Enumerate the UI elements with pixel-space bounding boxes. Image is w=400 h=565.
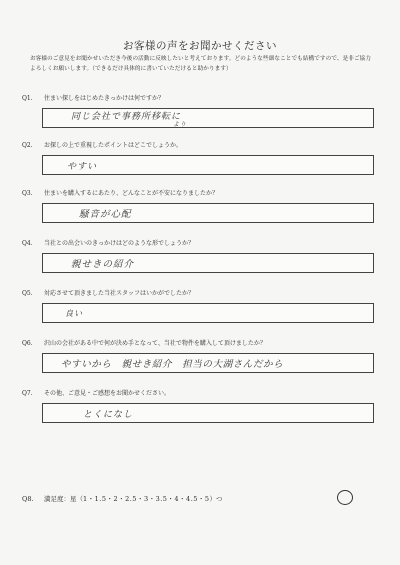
handwritten-answer: やすいから 親せき紹介 担当の大湖さんだから [61,359,284,370]
question-text: 当社との出会いのきっかけはどのような形でしょうか？ [44,240,195,247]
question-number: Q7. [22,390,33,397]
answer-box-1[interactable] [42,108,374,128]
handwritten-answer: 騒音が心配 [79,209,132,220]
rating-close: ）つ [209,495,223,503]
question-number: Q5. [22,290,33,297]
question-text: その他、ご意見・ご感想をお聞かせください。 [44,390,171,397]
question-text: 沢山の会社がある中で何が決め手となって、当社で物件を購入して頂けましたか？ [44,340,266,347]
question-number: Q6. [22,340,33,347]
handwritten-answer-continued: より [173,121,188,128]
question-5 [22,290,382,318]
question-number: Q1. [22,95,33,102]
answer-box-6[interactable] [42,353,374,373]
question-number: Q3. [22,190,33,197]
question-2 [22,142,382,172]
intro-text: お客様のご意見をお聞かせいただき今後の活動に反映したいと考えております。どのような些細なことでも結構ですので、是非ご協力よろしくお願いします。（できるだけ具体的に書いていただけると助かります） [30,56,372,72]
rating-scale[interactable]: 1・1.5・2・2.5・3・3.5・4・4.5・5 [83,495,210,503]
question-number: Q8. [22,495,34,503]
question-text: お探しの上で重視したポイントはどこでしょうか。 [44,142,183,149]
question-text: 対応させて頂きました当社スタッフはいかがでしたか？ [44,290,195,297]
question-text: 住まいを購入するにあたり、どんなことが不安になりましたか？ [44,190,219,197]
question-number: Q4. [22,240,33,247]
handwritten-answer: 同じ会社で事務所移転に [71,112,182,122]
question-text: 住まい探しをはじめたきっかけは何ですか？ [44,95,165,102]
selected-rating-circle [337,490,353,505]
answer-box-5[interactable] [42,303,374,323]
rating-label: 満足度：星 [44,495,77,503]
question-1 [22,95,382,128]
answer-box-4[interactable] [42,253,374,273]
question-3 [22,190,382,220]
question-7 [22,390,382,420]
handwritten-answer: 親せきの紹介 [71,259,135,270]
rating-open-paren: （ [76,495,83,503]
handwritten-answer: 良い [65,309,83,318]
question-number: Q2. [22,142,33,149]
answer-box-3[interactable] [42,203,374,223]
answer-box-7[interactable] [42,403,374,423]
page-title: お客様の声をお聞かせください [123,40,277,52]
handwritten-answer: やすい [67,162,98,172]
question-6 [22,340,382,370]
answer-box-2[interactable] [42,155,374,175]
handwritten-answer: とくになし [83,410,134,420]
question-4 [22,240,382,270]
